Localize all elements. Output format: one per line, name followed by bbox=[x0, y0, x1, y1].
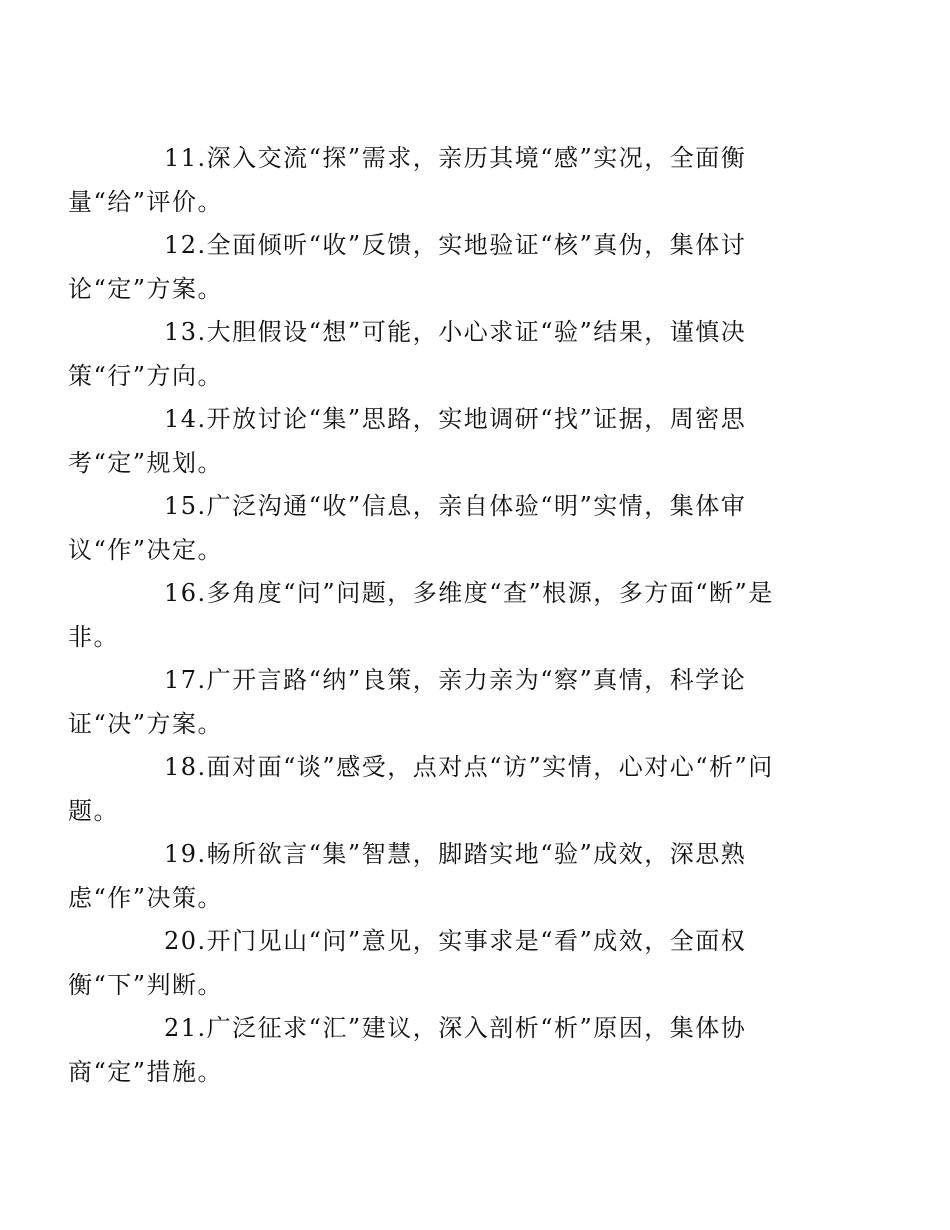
list-item-line: 证“决”方案。 bbox=[68, 709, 224, 738]
list-item-13 bbox=[68, 311, 836, 398]
list-item-line: 衡“下”判断。 bbox=[68, 970, 224, 999]
list-item-21 bbox=[68, 1007, 836, 1094]
list-item-15 bbox=[68, 485, 836, 572]
list-item-line: 19.畅所欲言“集”智慧，脚踏实地“验”成效，深思熟 bbox=[164, 840, 747, 868]
list-item-19 bbox=[68, 833, 836, 920]
list-item-16 bbox=[68, 572, 836, 659]
list-item-line: 20.开门见山“问”意见，实事求是“看”成效，全面权 bbox=[164, 927, 747, 955]
list-item-line: 17.广开言路“纳”良策，亲力亲为“察”真情，科学论 bbox=[164, 666, 747, 694]
list-item-18 bbox=[68, 746, 836, 833]
list-item-17 bbox=[68, 659, 836, 746]
list-item-line: 12.全面倾听“收”反馈，实地验证“核”真伪，集体讨 bbox=[164, 231, 747, 259]
list-item-line: 13.大胆假设“想”可能，小心求证“验”结果，谨慎决 bbox=[164, 318, 747, 346]
list-item-line: 考“定”规划。 bbox=[68, 448, 224, 477]
list-item-line: 策“行”方向。 bbox=[68, 361, 224, 390]
list-item-11 bbox=[68, 137, 836, 224]
list-item-line: 题。 bbox=[68, 796, 119, 825]
list-item-20 bbox=[68, 920, 836, 1007]
list-item-line: 论“定”方案。 bbox=[68, 274, 224, 303]
list-item-line: 15.广泛沟通“收”信息，亲自体验“明”实情，集体审 bbox=[164, 492, 747, 520]
list-item-12 bbox=[68, 224, 836, 311]
list-item-line: 16.多角度“问”问题，多维度“查”根源，多方面“断”是 bbox=[164, 579, 774, 607]
list-item-line: 18.面对面“谈”感受，点对点“访”实情，心对心“析”问 bbox=[164, 753, 774, 781]
list-item-line: 11.深入交流“探”需求，亲历其境“感”实况，全面衡 bbox=[164, 144, 747, 172]
list-item-14 bbox=[68, 398, 836, 485]
list-item-line: 议“作”决定。 bbox=[68, 535, 224, 564]
list-item-line: 虑“作”决策。 bbox=[68, 883, 224, 912]
list-item-line: 21.广泛征求“汇”建议，深入剖析“析”原因，集体协 bbox=[164, 1014, 747, 1042]
list-item-line: 14.开放讨论“集”思路，实地调研“找”证据，周密思 bbox=[164, 405, 747, 433]
document-body bbox=[68, 137, 836, 1094]
list-item-line: 量“给”评价。 bbox=[68, 187, 224, 216]
list-item-line: 商“定”措施。 bbox=[68, 1057, 224, 1086]
list-item-line: 非。 bbox=[68, 622, 119, 651]
